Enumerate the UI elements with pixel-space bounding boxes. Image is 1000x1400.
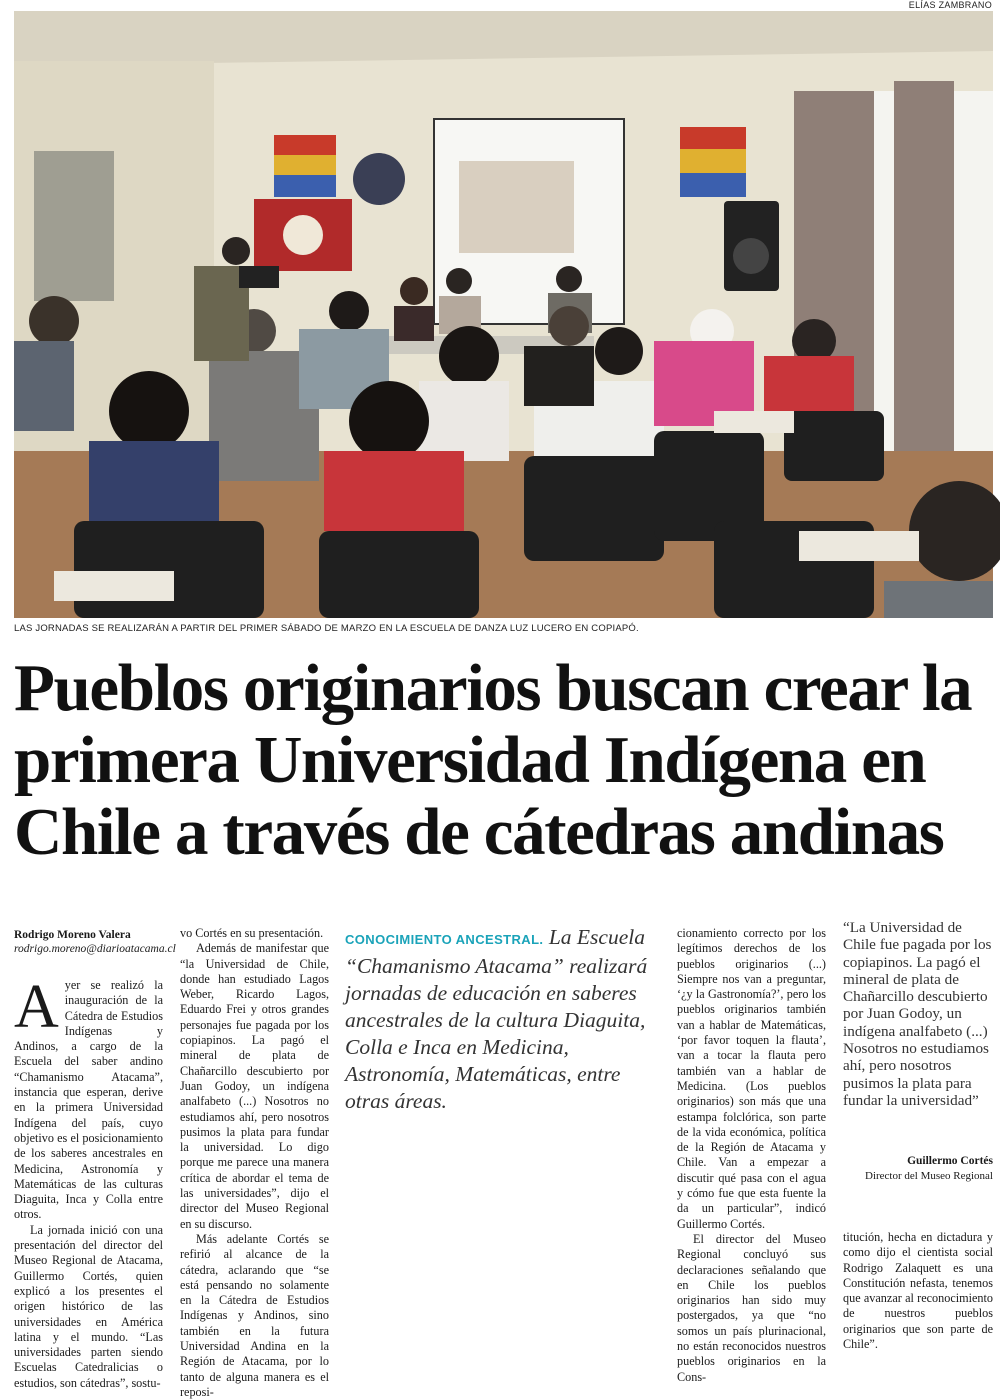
body-column-4 <box>843 1230 993 1352</box>
photo-caption: LAS JORNADAS SE REALIZARÁN A PARTIR DEL PRIMER SÁBADO DE MARZO EN LA ESCUELA DE DANZA LUZ LUCERO EN COPIAPÓ. <box>14 623 639 634</box>
body-column-2 <box>180 926 329 1400</box>
standfirst-text: La Escuela “Chamanismo Atacama” realizará jornadas de educación en saberes ancestrales de la cultura Diaguita, Colla e Inca en Medicina, Astronomía, Matemáticas, entre otras áreas. <box>345 925 648 1113</box>
body-paragraph: vo Cortés en su presentación. <box>180 926 324 940</box>
headline-line-1: Pueblos originarios buscan crear la <box>14 651 972 725</box>
body-paragraph: La jornada inició con una presentación del director del Museo Regional de Atacama, Guillermo Cortés, quien explicó a los presentes el origen histórico de las universidades en América latina y el mundo. “Las universidades parten siendo Escuelas Catedralicias o estudios, son cátedras”, sostu- <box>14 1222 163 1390</box>
drop-cap: A <box>14 973 59 1041</box>
body-paragraph: Más adelante Cortés se refirió al alcance de la cátedra, aclarando que “se está pensando no solamente en la Cátedra de Estudios Indígenas y Andinos, sino también en la futura Universidad Andina en la Región de Atacama, por lo tanto de alguna manera es el reposi- <box>180 1231 329 1399</box>
photo-credit: ELÍAS ZAMBRANO <box>908 0 992 10</box>
body-paragraph: titución, hecha en dictadura y como dijo el cientista social Rodrigo Zalaquett es una Constitución nefasta, tenemos que avanzar al reconocimiento de nuestros pueblos originarios que son parte de Chile”. <box>843 1230 993 1352</box>
body-paragraph: El director del Museo Regional concluyó sus declaraciones señalando que en Chile los pueblos originarios han sido muy postergados, ya que “no somos un país plurinacional, no están reconocidos nuestros pueblos originarios en la Cons- <box>677 1231 826 1384</box>
article-photo <box>14 11 993 618</box>
standfirst <box>345 924 655 1115</box>
body-paragraph: cionamiento correcto por los legítimos derechos de los pueblos originarios (...) Siempre nos van a preguntar, ‘¿y la Gastronomía?’, pero los pueblos originarios también van a hablar de Matemáticas, ‘por favor toquen la flauta’, van a tocar la flauta pero también van a hablar de Medicina. (Los pueblos originarios) son más que una estampa folclórica, son parte de la vida económica, política de la Región de Atacama y Chile. Van a empezar a discutir qué pasa con el agua y cómo fue que esta fuente la da un particular”, indicó Guillermo Cortés. <box>677 926 826 1231</box>
pull-quote-name: Guillermo Cortés <box>907 1155 993 1167</box>
headline-line-3: Chile a través de cátedras andinas <box>14 795 944 869</box>
headline <box>14 652 989 868</box>
classroom-illustration <box>14 11 993 618</box>
body-paragraph: Además de manifestar que “la Universidad de Chile, donde han estudiado Lagos Weber, Ricardo Lagos, Eduardo Frei y otros grandes personajes fue pagada por los copiapinos. La pagó el mineral de plata de Chañarcillo descubierto por Juan Godoy, un indígena analfabeto (...) Nosotros no estudiamos ahí, pero nosotros pusimos la plata para fundar la universidad. Lo digo porque me parece una manera crítica de abordar el tema de las universidades”, dijo el director del Museo Regional en su discurso. <box>180 941 329 1231</box>
standfirst-kicker: CONOCIMIENTO ANCESTRAL. <box>345 932 544 947</box>
pull-quote-role: Director del Museo Regional <box>865 1170 993 1182</box>
body-column-1 <box>14 928 176 1391</box>
headline-line-2: primera Universidad Indígena en <box>14 723 926 797</box>
body-column-3 <box>677 926 826 1385</box>
byline-email: rodrigo.moreno@diarioatacama.cl <box>14 943 176 955</box>
byline-author: Rodrigo Moreno Valera <box>14 929 131 941</box>
body-paragraph: Ayer se realizó la inauguración de la Cátedra de Estudios Indígenas y Andinos, a cargo de la Escuela del saber andino “Chamanismo Atacama”, instancia que esperan, derive en la primera Universidad Indígena del país, cuyo objetivo es el posicionamiento de los saberes ancestrales en Medicina, Astronomía y Matemáticas de las culturas Diaguita, Inca y Colla entre otros. <box>14 973 163 1222</box>
pull-quote: “La Universidad de Chile fue pagada por los copiapinos. La pagó el mineral de plata de Chañarcillo descubierto por Juan Godoy, un indígena analfabeto (...) Nosotros no estudiamos ahí, pero nosotros pusimos la plata para fundar la universidad” <box>843 919 992 1109</box>
